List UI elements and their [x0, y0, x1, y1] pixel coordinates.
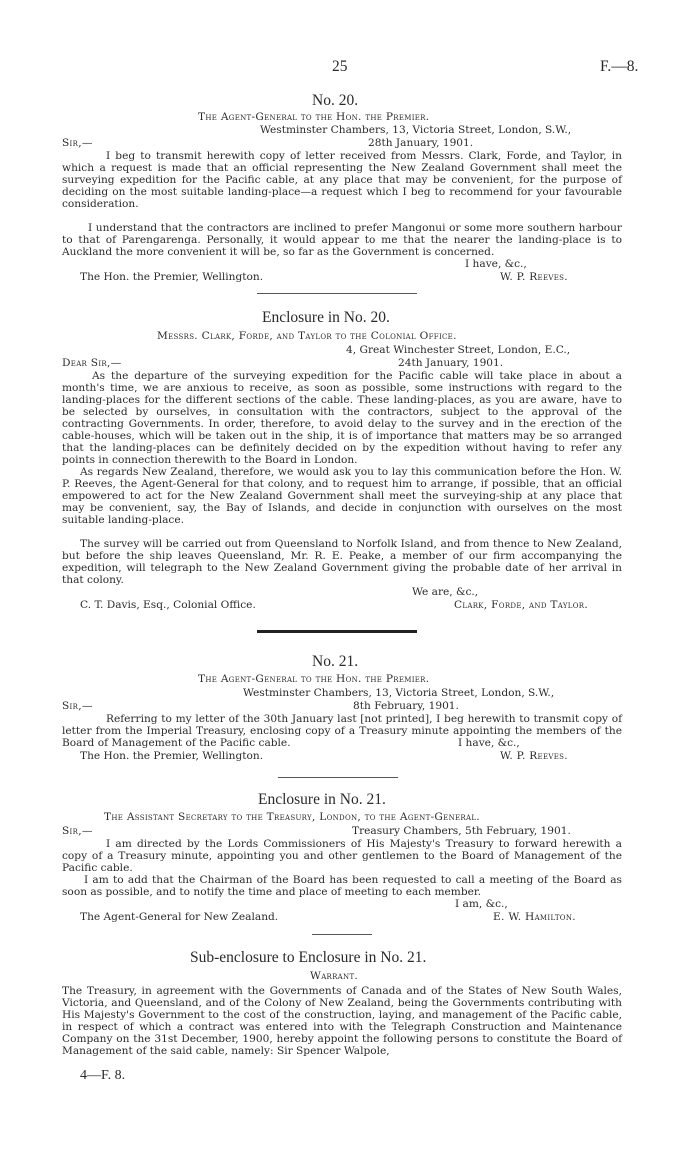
enc21-addressee: The Agent-General for New Zealand.: [80, 911, 279, 923]
no20-paragraph-1: I beg to transmit herewith copy of letter received from Messrs. Clark, Forde, and Taylor, in which a request is made that an official representing the New Zealand Government shall meet the surveying expedition for the Pacific cable, at any place that may be convenient, for the purpose of deciding on the most suitable landing-place—a request which I beg to recommend for your favourable consideration.: [62, 150, 622, 211]
no20-address: Westminster Chambers, 13, Victoria Street, London, S.W.,: [260, 124, 572, 136]
enc21-signature: E. W. Hamilton.: [493, 911, 576, 923]
no20-closing: I have, &c.,: [465, 258, 527, 270]
signature-mark: 4—F. 8.: [80, 1068, 126, 1083]
section-divider: [278, 777, 398, 778]
enc21-paragraph-1: I am directed by the Lords Commissioners of His Majesty's Treasury to forward herewith a copy of a Treasury minute, appointing you and other gentlemen to the Board of Management of the Pacific cable.: [62, 838, 622, 875]
section-divider-thick: [257, 630, 417, 633]
sub-enclosure-subheading: Warrant.: [310, 970, 359, 982]
enc21-address-date: Treasury Chambers, 5th February, 1901.: [352, 825, 571, 837]
enc20-date: 24th January, 1901.: [398, 357, 504, 369]
enc20-paragraph-2: As regards New Zealand, therefore, we would ask you to lay this communication before the Hon. W. P. Reeves, the Agent-General for that colony, and to request him to arrange, if possible, that an official empowered to act for the New Zealand Government shall meet the surveying-ship at any place that may be convenient, say, the Bay of Islands, and decide in conjunction with ourselves on the most suitable landing-place.: [62, 466, 622, 527]
no21-closing: I have, &c.,: [458, 737, 520, 749]
enc20-from-to: Messrs. Clark, Forde, and Taylor to the Colonial Office.: [157, 330, 457, 342]
no20-salutation: Sir,—: [62, 137, 93, 149]
section-heading-enclosure-no21: Enclosure in No. 21.: [258, 791, 386, 808]
enc20-paragraph-3: The survey will be carried out from Queensland to Norfolk Island, and from thence to New Zealand, but before the ship leaves Queensland, Mr. R. E. Peake, a member of our firm accompanying the expedition, will telegraph to the New Zealand Government giving the probable date of her arrival in that colony.: [62, 538, 622, 587]
page-number: 25: [332, 58, 348, 75]
no20-addressee: The Hon. the Premier, Wellington.: [80, 271, 264, 283]
no21-addressee: The Hon. the Premier, Wellington.: [80, 750, 264, 762]
no21-from-to: The Agent-General to the Hon. the Premier.: [198, 673, 430, 685]
section-heading-no20: No. 20.: [312, 92, 359, 109]
no21-paragraph-1: Referring to my letter of the 30th January last [not printed], I beg herewith to transmit copy of letter from the Imperial Treasury, enclosing copy of a Treasury minute appointing the members of the Board of Management of the Pacific cable.: [62, 713, 622, 750]
enc21-salutation: Sir,—: [62, 825, 93, 837]
no20-from-to: The Agent-General to the Hon. the Premier.: [198, 111, 430, 123]
enc20-closing: We are, &c.,: [412, 586, 479, 598]
no21-signature: W. P. Reeves.: [500, 750, 568, 762]
section-heading-enclosure-no20: Enclosure in No. 20.: [262, 309, 390, 326]
section-heading-no21: No. 21.: [312, 653, 359, 670]
section-heading-sub-enclosure: Sub-enclosure to Enclosure in No. 21.: [190, 949, 427, 966]
section-divider: [257, 293, 417, 294]
enc20-address: 4, Great Winchester Street, London, E.C.,: [346, 344, 571, 356]
enc20-salutation: Dear Sir,—: [62, 357, 122, 369]
document-reference: F.—8.: [600, 58, 639, 75]
no20-signature: W. P. Reeves.: [500, 271, 568, 283]
enc21-closing: I am, &c.,: [455, 898, 508, 910]
no21-salutation: Sir,—: [62, 700, 93, 712]
no21-address: Westminster Chambers, 13, Victoria Street, London, S.W.,: [243, 687, 555, 699]
section-divider-short: [312, 934, 372, 935]
enc20-signature: Clark, Forde, and Taylor.: [454, 599, 589, 611]
no20-paragraph-2: I understand that the contractors are inclined to prefer Mangonui or some more southern harbour to that of Parengarenga. Personally, it would appear to me that the nearer the landing-place is to Auckland the more convenient it will be, so far as the Government is concerned.: [62, 222, 622, 259]
enc20-addressee: C. T. Davis, Esq., Colonial Office.: [80, 599, 256, 611]
sub-enclosure-paragraph-1: The Treasury, in agreement with the Governments of Canada and of the States of New South Wales, Victoria, and Queensland, and of the Colony of New Zealand, being the Governments contributing with His Majesty's Government to the cost of the construction, laying, and management of the Pacific cable, in respect of which a contract was entered into with the Telegraph Construction and Maintenance Company on the 31st December, 1900, hereby appoint the following persons to constitute the Board of Management of the said cable, namely: Sir Spencer Walpole,: [62, 985, 622, 1058]
no21-date: 8th February, 1901.: [353, 700, 459, 712]
enc21-from-to: The Assistant Secretary to the Treasury, London, to the Agent-General.: [104, 811, 480, 823]
no20-date: 28th January, 1901.: [368, 137, 474, 149]
enc21-paragraph-2: I am to add that the Chairman of the Board has been requested to call a meeting of the Board as soon as possible, and to notify the time and place of meeting to each member.: [62, 874, 622, 899]
enc20-paragraph-1: As the departure of the surveying expedition for the Pacific cable will take place in about a month's time, we are anxious to receive, as soon as possible, some instructions with regard to the landing-places for the different sections of the cable. These landing-places, as you are aware, have to be selected by ourselves, in consultation with the contractors, subject to the approval of the contracting Governments. In order, therefore, to avoid delay to the survey and in the erection of the cable-houses, which will be taken out in the ship, it is of importance that matters may be so arranged that the landing-places can be definitely decided on by the expedition without having to refer any points in connection therewith to the Board in London.: [62, 370, 622, 467]
